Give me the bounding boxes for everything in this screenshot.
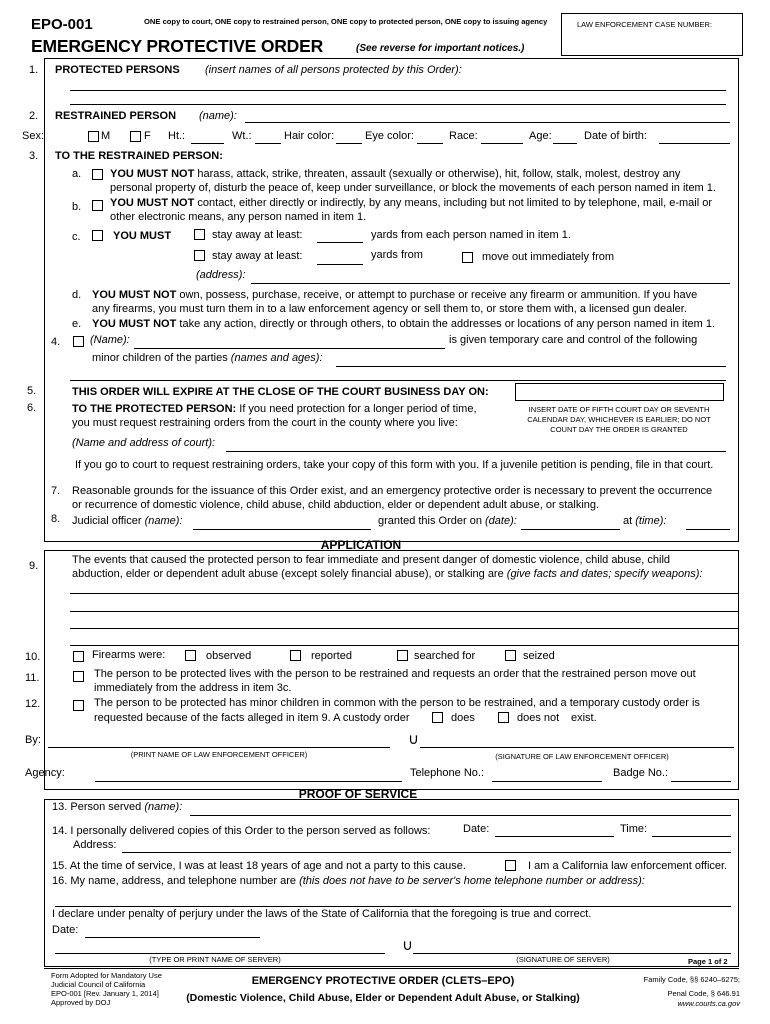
item1-label: PROTECTED PERSONS bbox=[55, 64, 180, 76]
item4-note: (names and ages): bbox=[230, 352, 323, 364]
item5-label: THIS ORDER WILL EXPIRE AT THE CLOSE OF THE COURT BUSINESS DAY ON: bbox=[72, 386, 489, 398]
court-label: (Name and address of court): bbox=[72, 437, 216, 449]
expire-note-1: INSERT DATE OF FIFTH COURT DAY OR SEVENTH bbox=[528, 405, 710, 414]
by-label: By: bbox=[25, 734, 41, 746]
server-info-line[interactable] bbox=[55, 906, 731, 907]
item2-number: 2. bbox=[29, 110, 39, 122]
footer-title-2: (Domestic Violence, Child Abuse, Elder or Dependent Adult Abuse, or Stalking) bbox=[186, 992, 580, 1004]
stay-away-2-label: stay away at least: bbox=[212, 250, 303, 262]
move-out-label: move out immediately from bbox=[482, 251, 615, 263]
service-time-line[interactable] bbox=[652, 836, 731, 837]
le-officer-checkbox[interactable] bbox=[505, 860, 516, 871]
item3e-letter: e. bbox=[72, 318, 82, 330]
eye-line[interactable] bbox=[417, 143, 443, 144]
item11-line2: immediately from the address in item 3c. bbox=[94, 682, 292, 694]
expire-note-3: COUNT DAY THE ORDER IS GRANTED bbox=[550, 425, 688, 434]
searched-checkbox[interactable] bbox=[397, 650, 408, 661]
server-name-caption: (TYPE OR PRINT NAME OF SERVER) bbox=[149, 955, 281, 964]
item5-number: 5. bbox=[27, 385, 37, 397]
item2-label: RESTRAINED PERSON bbox=[55, 110, 177, 122]
stay-away-1-yards-text: yards from each person named in item 1. bbox=[371, 229, 571, 241]
protected-persons-line2[interactable] bbox=[70, 104, 726, 105]
service-address-line[interactable] bbox=[122, 852, 731, 853]
declaration-date-line[interactable] bbox=[85, 937, 260, 938]
item4-text: is given temporary care and control of the following bbox=[449, 334, 698, 346]
item3d-line2: any firearms, you must turn them in to a law enforcement agency or sell them to, or store them with, a licensed gun dealer. bbox=[92, 303, 687, 315]
service-date-line[interactable] bbox=[495, 836, 614, 837]
declaration-date-label: Date: bbox=[52, 924, 79, 936]
sex-m-label: M bbox=[101, 130, 111, 142]
sex-f-label: F bbox=[144, 130, 151, 142]
item3d-letter: d. bbox=[72, 289, 82, 301]
item3c-checkbox[interactable] bbox=[92, 230, 103, 241]
item3a-letter: a. bbox=[72, 168, 82, 180]
item3c-letter: c. bbox=[72, 231, 81, 243]
item7-number: 7. bbox=[51, 485, 61, 497]
events-line2[interactable] bbox=[70, 611, 738, 612]
application-heading: APPLICATION bbox=[320, 538, 402, 552]
server-signature-caption: (SIGNATURE OF SERVER) bbox=[516, 955, 610, 964]
badge-label: Badge No.: bbox=[613, 767, 669, 779]
footer-left-2: Judicial Council of California bbox=[51, 980, 146, 989]
court-line[interactable] bbox=[226, 451, 726, 452]
item3a-text: harass, attack, strike, threaten, assault (sexually or otherwise), hit, follow, stalk, molest, destroy any bbox=[194, 168, 681, 180]
person-served-line[interactable] bbox=[190, 815, 731, 816]
custody-does-checkbox[interactable] bbox=[432, 712, 443, 723]
item16-text: My name, address, and telephone number are bbox=[70, 875, 296, 887]
item8-number: 8. bbox=[51, 513, 61, 525]
item9-text2: abduction, elder or dependent adult abuse (except solely financial abuse), or stalking are bbox=[72, 568, 504, 580]
service-time-label: Time: bbox=[620, 823, 648, 835]
agency-label: Agency: bbox=[25, 767, 65, 779]
item4-number: 4. bbox=[51, 336, 61, 348]
seized-label: seized bbox=[523, 650, 555, 662]
officer-signature-line[interactable] bbox=[420, 747, 734, 748]
item3a-bold: YOU MUST NOT bbox=[110, 168, 195, 180]
item9-line2 bbox=[72, 569, 702, 580]
dob-line[interactable] bbox=[659, 143, 730, 144]
item2-note: (name): bbox=[199, 110, 237, 122]
footer-right-1: Family Code, §§ 6240–6275; bbox=[643, 975, 740, 984]
item11-checkbox[interactable] bbox=[73, 671, 84, 682]
height-label: Ht.: bbox=[168, 130, 186, 142]
item1-note: (insert names of all persons protected by this Order): bbox=[205, 64, 462, 76]
events-line3[interactable] bbox=[70, 628, 738, 629]
item8-at-text: at bbox=[623, 515, 633, 527]
item6-text: If you need protection for a longer period of time, bbox=[236, 403, 477, 415]
item3b-line1 bbox=[110, 198, 712, 209]
item7-line2: or recurrence of domestic violence, child abuse, child abduction, elder or dependent adult abuse, or stalking. bbox=[72, 499, 600, 511]
custody-exist-label: exist. bbox=[571, 712, 597, 724]
footer-title-1: EMERGENCY PROTECTIVE ORDER (CLETS–EPO) bbox=[251, 975, 515, 987]
item9-line1: The events that caused the protected person to fear immediate and present danger of domestic violence, child abuse, child bbox=[72, 554, 671, 566]
reported-label: reported bbox=[311, 650, 352, 662]
protected-persons-line1[interactable] bbox=[70, 90, 726, 91]
observed-label: observed bbox=[206, 650, 252, 662]
item6-line1 bbox=[72, 404, 477, 415]
expire-note-2: CALENDAR DAY, WHICHEVER IS EARLIER; DO NOT bbox=[527, 415, 711, 424]
proof-item13 bbox=[52, 802, 182, 813]
item11-line1: The person to be protected lives with the person to be restrained and requests an order that the restrained person move out bbox=[94, 668, 696, 680]
item12-number: 12. bbox=[25, 698, 41, 710]
reported-checkbox[interactable] bbox=[290, 650, 301, 661]
item3e-text: take any action, directly or through others, to obtain the addresses or locations of any person named in item 1. bbox=[176, 318, 716, 330]
item8-granted-text: granted this Order on bbox=[378, 515, 482, 527]
court-note: If you go to court to request restraining orders, take your copy of this form with you. If a juvenile petition is pending, file in that court. bbox=[75, 459, 714, 471]
signature-mark-server: ∪ bbox=[402, 937, 413, 954]
events-line1[interactable] bbox=[70, 593, 738, 594]
custody-does-not-label: does not bbox=[517, 712, 560, 724]
item10-checkbox[interactable] bbox=[73, 651, 84, 662]
age-line[interactable] bbox=[553, 143, 577, 144]
stay-away-2-checkbox[interactable] bbox=[194, 250, 205, 261]
footer-left-3: EPO-001 [Rev. January 1, 2014] bbox=[51, 989, 159, 998]
firearms-label: Firearms were: bbox=[92, 649, 166, 661]
form-number: EPO-001 bbox=[31, 16, 93, 33]
item16-note: (this does not have to be server's home telephone number or address): bbox=[299, 875, 645, 887]
item3c-bold: YOU MUST bbox=[113, 230, 172, 242]
item10-number: 10. bbox=[25, 651, 41, 663]
item8-granted bbox=[378, 516, 517, 527]
footer-right-2: Penal Code, § 646.91 bbox=[667, 989, 740, 998]
item8-at bbox=[623, 516, 666, 527]
declaration: I declare under penalty of perjury under the laws of the State of California that the foregoing is true and correct. bbox=[52, 908, 592, 920]
item3b-bold: YOU MUST NOT bbox=[110, 197, 195, 209]
item3e-line bbox=[92, 319, 715, 330]
item4-minor: minor children of the parties bbox=[92, 352, 228, 364]
hair-label: Hair color: bbox=[284, 130, 335, 142]
item3b-checkbox[interactable] bbox=[92, 200, 103, 211]
item3a-checkbox[interactable] bbox=[92, 169, 103, 180]
item3d-text: own, possess, purchase, receive, or attempt to purchase or receive any firearm or ammunition. If you have bbox=[176, 289, 698, 301]
item12-checkbox[interactable] bbox=[73, 700, 84, 711]
page-title: EMERGENCY PROTECTIVE ORDER bbox=[31, 36, 324, 56]
custody-does-label: does bbox=[451, 712, 475, 724]
searched-label: searched for bbox=[414, 650, 476, 662]
observed-checkbox[interactable] bbox=[185, 650, 196, 661]
item3e-bold: YOU MUST NOT bbox=[92, 318, 177, 330]
server-name-line[interactable] bbox=[55, 953, 385, 954]
item3b-line2: other electronic means, any person named in item 1. bbox=[110, 211, 367, 223]
expire-date-box[interactable] bbox=[515, 383, 724, 401]
proof-item16 bbox=[52, 876, 645, 887]
race-label: Race: bbox=[449, 130, 478, 142]
footer-right-3[interactable]: www.courts.ca.gov bbox=[677, 999, 740, 1008]
item13-note: (name): bbox=[144, 801, 183, 813]
proof-item15 bbox=[52, 861, 466, 872]
item3b-text: contact, either directly or indirectly, by any means, including but not limited to by telephone, mail, e-mail or bbox=[194, 197, 712, 209]
granted-date-line[interactable] bbox=[521, 529, 620, 530]
item8-name-label: (name): bbox=[144, 515, 183, 527]
proof-heading: PROOF OF SERVICE bbox=[298, 787, 418, 801]
officer-name-line[interactable] bbox=[48, 747, 390, 748]
address-line[interactable] bbox=[251, 283, 730, 284]
copies-note: ONE copy to court, ONE copy to restrained person, ONE copy to protected person, ONE copy to issuing agency bbox=[144, 17, 548, 26]
item3a-line1 bbox=[110, 169, 680, 180]
custody-does-not-checkbox[interactable] bbox=[498, 712, 509, 723]
telephone-label: Telephone No.: bbox=[410, 767, 484, 779]
minor-children-line1[interactable] bbox=[336, 366, 726, 367]
server-signature-line[interactable] bbox=[413, 953, 731, 954]
stay-away-1-yards-line[interactable] bbox=[317, 242, 363, 243]
judicial-officer-line[interactable] bbox=[193, 529, 371, 530]
move-out-checkbox[interactable] bbox=[462, 252, 473, 263]
officer-signature-caption: (SIGNATURE OF LAW ENFORCEMENT OFFICER) bbox=[495, 752, 669, 761]
item14-text: I personally delivered copies of this Order to the person served as follows: bbox=[70, 825, 431, 837]
item1-number: 1. bbox=[29, 64, 39, 76]
page-number: Page 1 of 2 bbox=[688, 957, 728, 966]
eye-label: Eye color: bbox=[365, 130, 414, 142]
item14-number: 14. bbox=[52, 825, 68, 837]
badge-line[interactable] bbox=[671, 781, 731, 782]
item3-number: 3. bbox=[29, 150, 39, 162]
footer-left-4: Approved by DOJ bbox=[51, 998, 111, 1007]
dob-label: Date of birth: bbox=[584, 130, 647, 142]
stay-away-2-yards-text: yards from bbox=[371, 249, 423, 261]
item4-text2 bbox=[92, 353, 323, 364]
service-date-label: Date: bbox=[463, 823, 490, 835]
footer-divider bbox=[44, 968, 739, 969]
case-number-label: LAW ENFORCEMENT CASE NUMBER: bbox=[577, 20, 713, 29]
item11-number: 11. bbox=[25, 672, 40, 684]
proof-item14 bbox=[52, 826, 431, 837]
agency-line[interactable] bbox=[95, 781, 402, 782]
item13-number: 13. bbox=[52, 801, 68, 813]
age-label: Age: bbox=[529, 130, 552, 142]
item7-line1: Reasonable grounds for the issuance of this Order exist, and an emergency protective order is necessary to prevent the occurrence bbox=[72, 485, 713, 497]
weight-line[interactable] bbox=[255, 143, 281, 144]
item3a-line2: personal property of, disturb the peace of, keep under surveillance, or block the movements of each person named in item 1. bbox=[110, 182, 716, 194]
service-address-label: Address: bbox=[73, 839, 117, 851]
stay-away-1-label: stay away at least: bbox=[212, 229, 303, 241]
item15-number: 15. bbox=[52, 860, 68, 872]
restrained-name-line[interactable] bbox=[245, 122, 730, 123]
stay-away-1-checkbox[interactable] bbox=[194, 229, 205, 240]
height-line[interactable] bbox=[191, 143, 224, 144]
seized-checkbox[interactable] bbox=[505, 650, 516, 661]
events-line4[interactable] bbox=[70, 645, 738, 646]
item4-name-label: (Name): bbox=[90, 334, 130, 346]
item4-name-line[interactable] bbox=[134, 348, 445, 349]
item3d-line1 bbox=[92, 290, 697, 301]
item12-line1: The person to be protected has minor children in common with the person to be restrained, and a temporary custody order is bbox=[94, 697, 700, 709]
stay-away-2-yards-line[interactable] bbox=[317, 264, 363, 265]
item3d-bold: YOU MUST NOT bbox=[92, 289, 177, 301]
weight-label: Wt.: bbox=[232, 130, 252, 142]
sex-m-checkbox[interactable] bbox=[88, 131, 99, 142]
sex-f-checkbox[interactable] bbox=[130, 131, 141, 142]
item6-bold: TO THE PROTECTED PERSON: bbox=[72, 403, 237, 415]
le-officer-label: I am a California law enforcement officer. bbox=[528, 860, 728, 872]
footer-left-1: Form Adopted for Mandatory Use bbox=[51, 971, 162, 980]
item15-text: At the time of service, I was at least 18 years of age and not a party to this cause. bbox=[69, 860, 466, 872]
hair-line[interactable] bbox=[336, 143, 362, 144]
granted-time-line[interactable] bbox=[686, 529, 730, 530]
minor-children-line2[interactable] bbox=[70, 380, 726, 381]
title-note: (See reverse for important notices.) bbox=[356, 43, 525, 54]
item8-date-label: (date): bbox=[485, 515, 517, 527]
race-line[interactable] bbox=[481, 143, 523, 144]
officer-name-caption: (PRINT NAME OF LAW ENFORCEMENT OFFICER) bbox=[130, 750, 308, 759]
item3-label: TO THE RESTRAINED PERSON: bbox=[55, 150, 223, 162]
item13-text: Person served bbox=[70, 801, 142, 813]
item8-time-label: (time): bbox=[635, 515, 667, 527]
item6-line2: you must request restraining orders from the court in the county where you live: bbox=[72, 417, 458, 429]
item9-note: (give facts and dates; specify weapons): bbox=[506, 568, 703, 580]
sex-label: Sex: bbox=[22, 130, 45, 142]
item4-checkbox[interactable] bbox=[73, 336, 84, 347]
signature-mark-officer: ∪ bbox=[408, 731, 419, 748]
address-label: (address): bbox=[196, 269, 246, 281]
item16-number: 16. bbox=[52, 875, 68, 887]
item3b-letter: b. bbox=[72, 201, 82, 213]
item9-number: 9. bbox=[29, 560, 39, 572]
item8-officer bbox=[72, 516, 182, 527]
item6-number: 6. bbox=[27, 402, 37, 414]
telephone-line[interactable] bbox=[492, 781, 602, 782]
item12-line2: requested because of the facts alleged in item 9. A custody order bbox=[94, 712, 410, 724]
item8-officer-text: Judicial officer bbox=[72, 515, 142, 527]
